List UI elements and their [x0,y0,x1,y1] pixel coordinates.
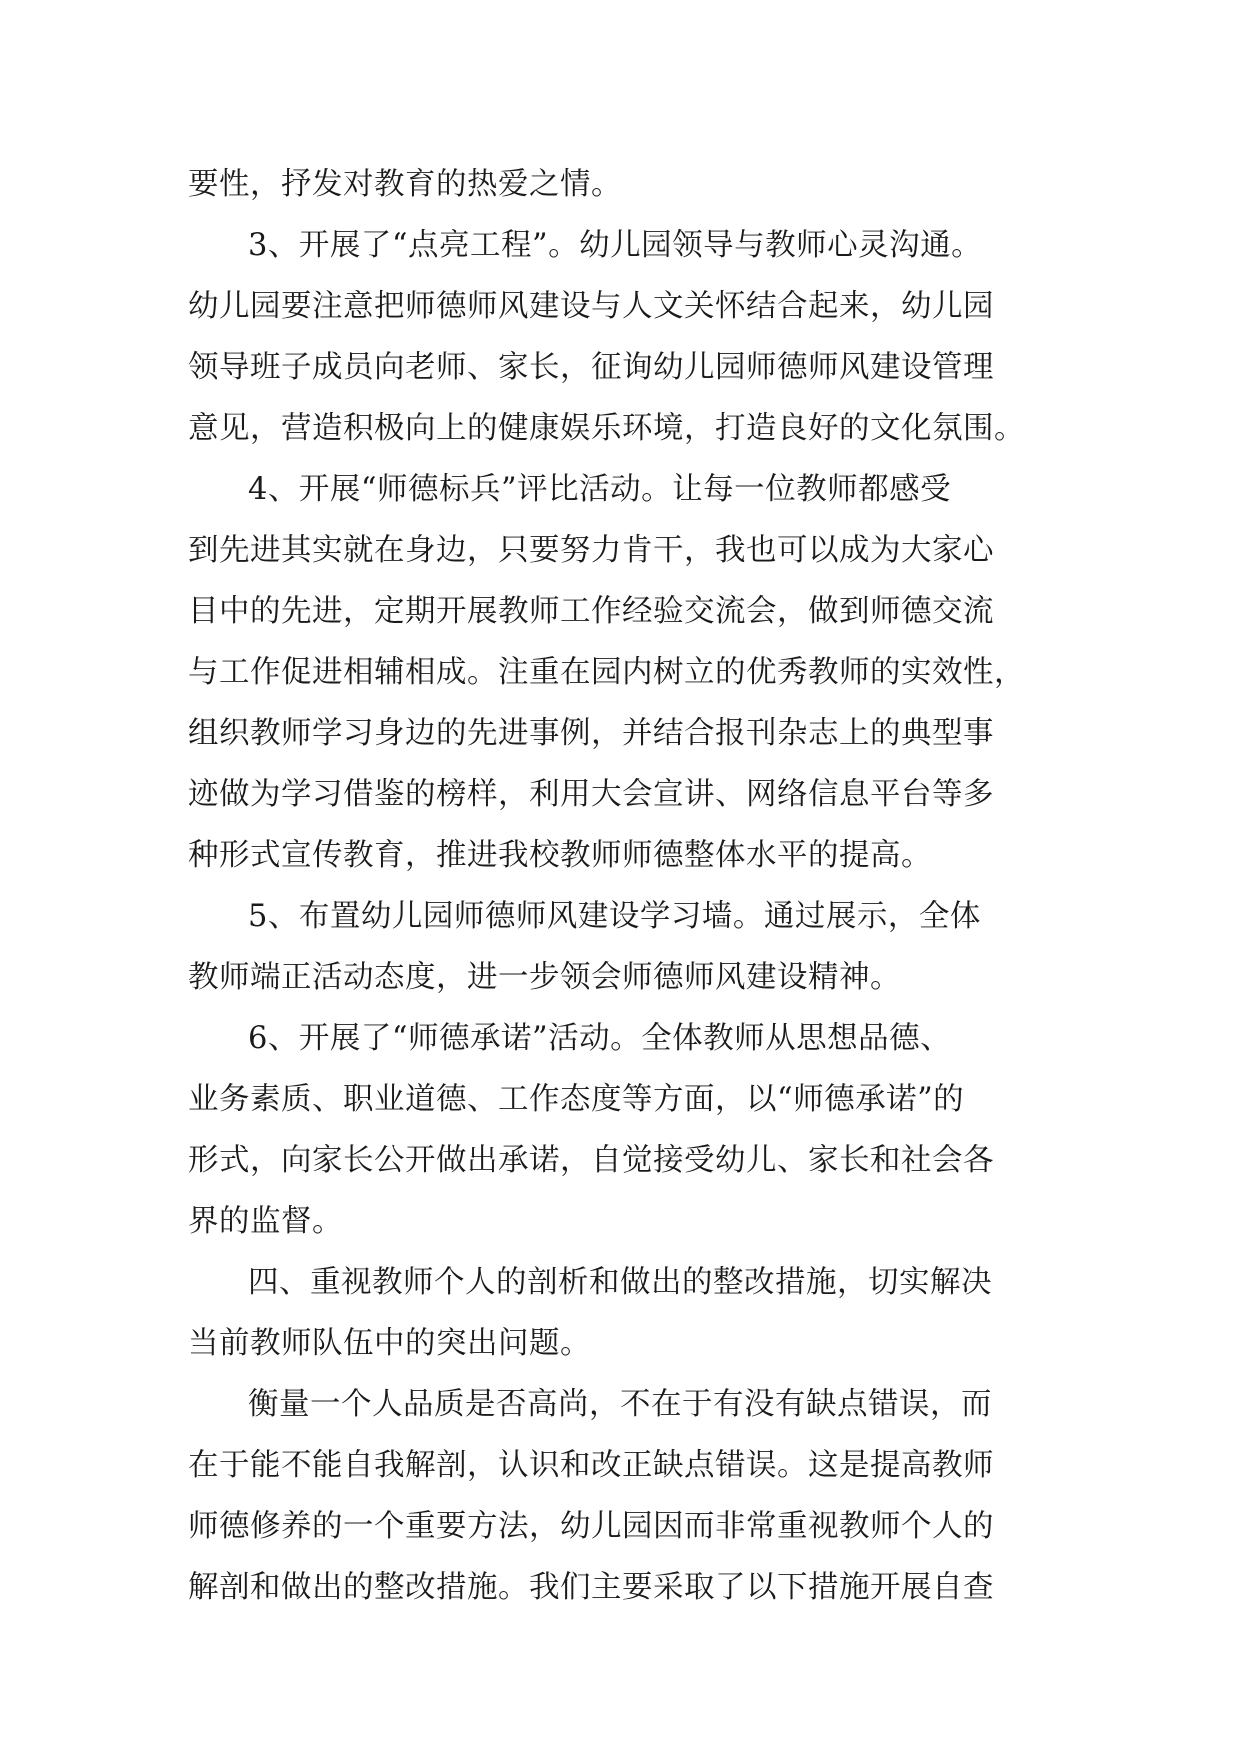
text-line: 5、布置幼儿园师德师风建设学习墙。通过展示，全体 [248,899,981,934]
text-line: 在于能不能自我解剖，认识和改正缺点错误。这是提高教师 [188,1448,994,1483]
text-line: 与工作促进相辅相成。注重在园内树立的优秀教师的实效性， [188,655,1025,690]
document-body [188,154,1068,1618]
text-line: 迹做为学习借鉴的榜样，利用大会宣讲、网络信息平台等多 [188,777,994,812]
text-line: 形式，向家长公开做出承诺，自觉接受幼儿、家长和社会各 [188,1143,994,1178]
text-line: 界的监督。 [188,1204,343,1239]
text-line: 意见，营造积极向上的健康娱乐环境，打造良好的文化氛围。 [188,411,1025,446]
text-line: 要性，抒发对教育的热爱之情。 [188,167,622,202]
text-line: 教师端正活动态度，进一步领会师德师风建设精神。 [188,960,901,995]
text-line: 衡量一个人品质是否高尚，不在于有没有缺点错误，而 [248,1387,992,1422]
text-line: 幼儿园要注意把师德师风建设与人文关怀结合起来，幼儿园 [188,289,994,324]
text-line: 4、开展“师德标兵”评比活动。让每一位教师都感受 [248,472,952,507]
text-line: 6、开展了“师德承诺”活动。全体教师从思想品德、 [248,1021,952,1056]
text-line: 业务素质、职业道德、工作态度等方面，以“师德承诺”的 [188,1082,965,1117]
text-line: 到先进其实就在身边，只要努力肯干，我也可以成为大家心 [188,533,994,568]
text-line: 解剖和做出的整改措施。我们主要采取了以下措施开展自查 [188,1570,994,1605]
text-line: 师德修养的一个重要方法，幼儿园因而非常重视教师个人的 [188,1509,994,1544]
text-line: 种形式宣传教育，推进我校教师师德整体水平的提高。 [188,838,932,873]
text-line: 领导班子成员向老师、家长，征询幼儿园师德师风建设管理 [188,350,994,385]
text-line: 目中的先进，定期开展教师工作经验交流会，做到师德交流 [188,594,994,629]
text-line: 四、重视教师个人的剖析和做出的整改措施，切实解决 [248,1265,992,1300]
text-line: 当前教师队伍中的突出问题。 [188,1326,591,1361]
text-line: 3、开展了“点亮工程”。幼儿园领导与教师心灵沟通。 [248,228,983,263]
text-line: 组织教师学习身边的先进事例，并结合报刊杂志上的典型事 [188,716,994,751]
